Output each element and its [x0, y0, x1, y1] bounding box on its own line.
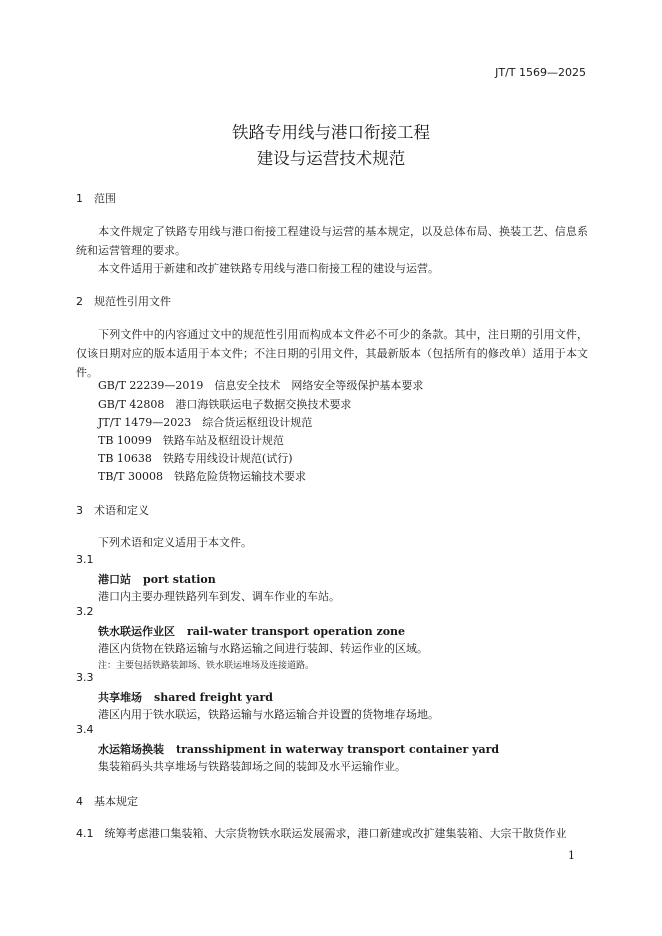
term-title: 共享堆场 shared freight yard [98, 691, 273, 704]
section-1-para-1: 本文件规定了铁路专用线与港口衔接工程建设与运营的基本规定，以及总体布局、换装工艺、信息系统和运营管理的要求。 [76, 225, 588, 257]
reference-item: TB 10638 铁路专用线设计规范(试行) [98, 452, 293, 465]
section-1-heading [76, 190, 116, 206]
reference-item: JT/T 1479—2023 综合货运枢纽设计规范 [98, 416, 313, 429]
reference-item: GB/T 22239—2019 信息安全技术 网络安全等级保护基本要求 [98, 379, 424, 392]
section-2-para-1: 下列文件中的内容通过文中的规范性引用而构成本文件必不可少的条款。其中，注日期的引用文件，仅该日期对应的版本适用于本文件；不注日期的引用文件，其最新版本（包括所有的修改单）适用于本文件。 [76, 328, 588, 379]
page-number: 1 [568, 849, 575, 862]
term-definition: 港区内用于铁水联运，铁路运输与水路运输合并设置的货物堆存场地。 [98, 708, 439, 721]
term-definition: 集装箱码头共享堆场与铁路装卸场之间的装卸及水平运输作业。 [98, 760, 406, 773]
term-number: 3.2 [76, 605, 94, 618]
term-definition: 港口内主要办理铁路列车到发、调车作业的车站。 [98, 590, 340, 603]
reference-item: TB/T 30008 铁路危险货物运输技术要求 [98, 470, 306, 483]
title-line-2: 建设与运营技术规范 [256, 149, 406, 168]
title-line-1: 铁路专用线与港口衔接工程 [232, 123, 430, 142]
section-title: 规范性引用文件 [94, 295, 171, 308]
term-number: 3.1 [76, 553, 94, 566]
doc-number: JT/T 1569—2025 [495, 66, 586, 79]
section-3-intro: 下列术语和定义适用于本文件。 [98, 536, 252, 549]
term-note: 注：主要包括铁路装卸场、铁水联运堆场及连接道路。 [98, 661, 315, 671]
section-1-para-2: 本文件适用于新建和改扩建铁路专用线与港口衔接工程的建设与运营。 [98, 262, 439, 275]
term-definition: 港区内货物在铁路运输与水路运输之间进行装卸、转运作业的区域。 [98, 642, 428, 655]
term-number: 3.3 [76, 671, 94, 684]
clause-4-1: 4.1 统筹考虑港口集装箱、大宗货物铁水联运发展需求，港口新建或改扩建集装箱、大宗干散货作业 [76, 827, 567, 840]
section-title: 范围 [94, 192, 116, 205]
term-title: 铁水联运作业区 rail-water transport operation zone [98, 625, 406, 638]
term-title: 水运箱场换装 transshipment in waterway transport container yard [98, 743, 500, 756]
section-number: 3 [76, 504, 83, 517]
section-number: 1 [76, 192, 83, 205]
reference-item: TB 10099 铁路车站及枢纽设计规范 [98, 434, 284, 447]
section-3-heading [76, 502, 149, 518]
section-4-heading [76, 793, 138, 809]
term-number: 3.4 [76, 723, 94, 736]
section-number: 4 [76, 795, 83, 808]
section-number: 2 [76, 295, 83, 308]
reference-item: GB/T 42808 港口海铁联运电子数据交换技术要求 [98, 398, 352, 411]
section-title: 基本规定 [94, 795, 138, 808]
section-title: 术语和定义 [94, 504, 149, 517]
section-2-heading [76, 293, 171, 309]
term-title: 港口站 port station [98, 573, 216, 586]
